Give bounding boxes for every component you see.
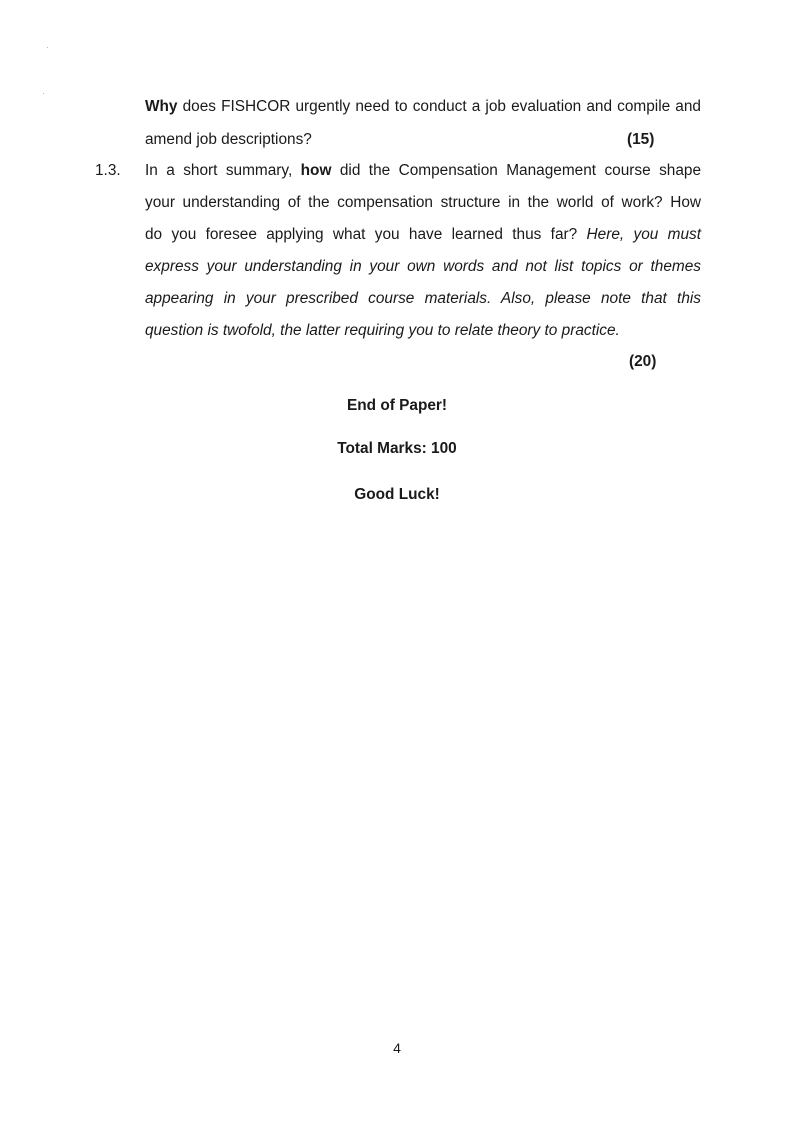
q13-line-3-italic: Here, you must xyxy=(586,226,702,243)
good-luck: Good Luck! xyxy=(354,486,440,503)
q12-marks: (15) xyxy=(627,131,655,148)
q13-line-4: express your understanding in your own words and not list topics or themes xyxy=(145,258,701,275)
q13-line-1-pre: In a short summary, xyxy=(145,162,301,179)
q13-marks: (20) xyxy=(629,353,657,370)
q13-line-1-post: did the Compensation Management course shape xyxy=(331,162,702,179)
q12-line-1 xyxy=(145,97,701,117)
q13-line-3-plain: do you foresee applying what you have learned thus far? xyxy=(145,226,587,243)
q13-number: 1.3. xyxy=(95,162,121,179)
total-marks: Total Marks: 100 xyxy=(337,440,457,457)
scan-speck xyxy=(43,93,44,94)
q13-line-3 xyxy=(145,225,701,245)
q13-line-5: appearing in your prescribed course materials. Also, please note that this xyxy=(145,290,701,307)
q12-line-2: amend job descriptions? xyxy=(145,131,312,148)
q12-line-1-text: does FISHCOR urgently need to conduct a job evaluation and compile and xyxy=(177,98,701,115)
end-of-paper: End of Paper! xyxy=(346,397,448,414)
page-number: 4 xyxy=(393,1040,401,1056)
q13-how-word: how xyxy=(300,162,332,179)
scan-speck xyxy=(47,47,48,48)
q12-why-word: Why xyxy=(145,98,178,115)
q13-line-2: your understanding of the compensation structure in the world of work? How xyxy=(145,194,701,211)
q13-line-1 xyxy=(145,161,701,181)
q13-line-6: question is twofold, the latter requiring you to relate theory to practice. xyxy=(145,322,620,339)
